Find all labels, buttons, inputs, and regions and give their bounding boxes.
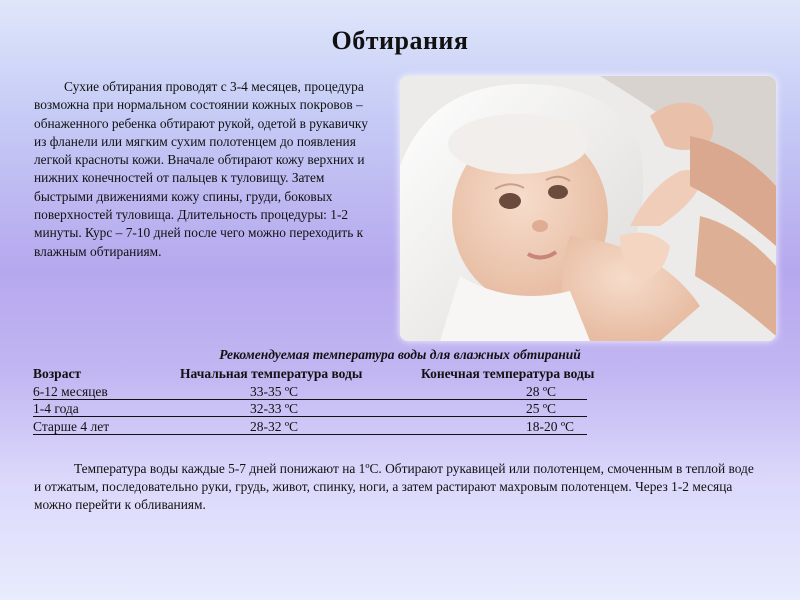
table-row	[33, 419, 673, 437]
cell-age: 6-12 месяцев	[33, 383, 108, 399]
slide-title: Обтирания	[331, 26, 469, 55]
header-initial-temp: Начальная температура воды	[180, 366, 363, 381]
outro-paragraph	[34, 460, 764, 514]
row-underline	[33, 416, 587, 417]
cell-final-temp: 18-20 ºС	[526, 418, 575, 434]
outro-text: Температура воды каждые 5-7 дней понижают на 1ºС. Обтирают рукавицей или полотенцем, смоченным в теплой воде и отжатым, последовательно руки, грудь, живот, спинку, ноги, а затем растирают махровым полотенцем. Через 1-2 месяца можно перейти к обливаниям.	[34, 461, 754, 512]
cell-age: 1-4 года	[33, 401, 79, 416]
intro-text: Сухие обтирания проводят с 3-4 месяцев, процедура возможна при нормальном состоянии кожных покровов – обнаженного ребенка обтирают рукой, одетой в рукавичку из фланели или мягким сухим полотенцем до появления легкой красноты кожи. Вначале обтирают кожу верхних и нижних конечностей от пальцев к туловищу. Затем быстрыми движениями кожу спины, груди, боковых поверхностей туловища. Длительность процедуры: 1-2 минуты. Курс – 7-10 дней после чего можно переходить к влажным обтираниям.	[34, 79, 368, 259]
cell-final-temp: 25 ºС	[526, 401, 557, 416]
row-underline	[33, 434, 587, 435]
table-row	[33, 384, 673, 402]
table-row	[33, 401, 673, 419]
cell-final-temp: 28 ºС	[526, 383, 557, 399]
temperature-table	[33, 366, 673, 436]
row-underline	[33, 399, 587, 400]
intro-paragraph	[34, 78, 382, 261]
table-caption: Рекомендуемая температура воды для влажных обтираний	[219, 347, 581, 362]
cell-initial-temp: 33-35 ºС	[250, 383, 299, 399]
baby-illustration	[400, 76, 776, 341]
baby-towel-photo	[400, 76, 776, 341]
cell-initial-temp: 32-33 ºС	[250, 401, 299, 416]
header-age: Возраст	[33, 366, 82, 381]
header-final-temp: Конечная температура воды	[421, 366, 595, 381]
cell-initial-temp: 28-32 ºС	[250, 418, 299, 434]
cell-age: Старше 4 лет	[33, 418, 110, 434]
table-header-row	[33, 366, 673, 384]
